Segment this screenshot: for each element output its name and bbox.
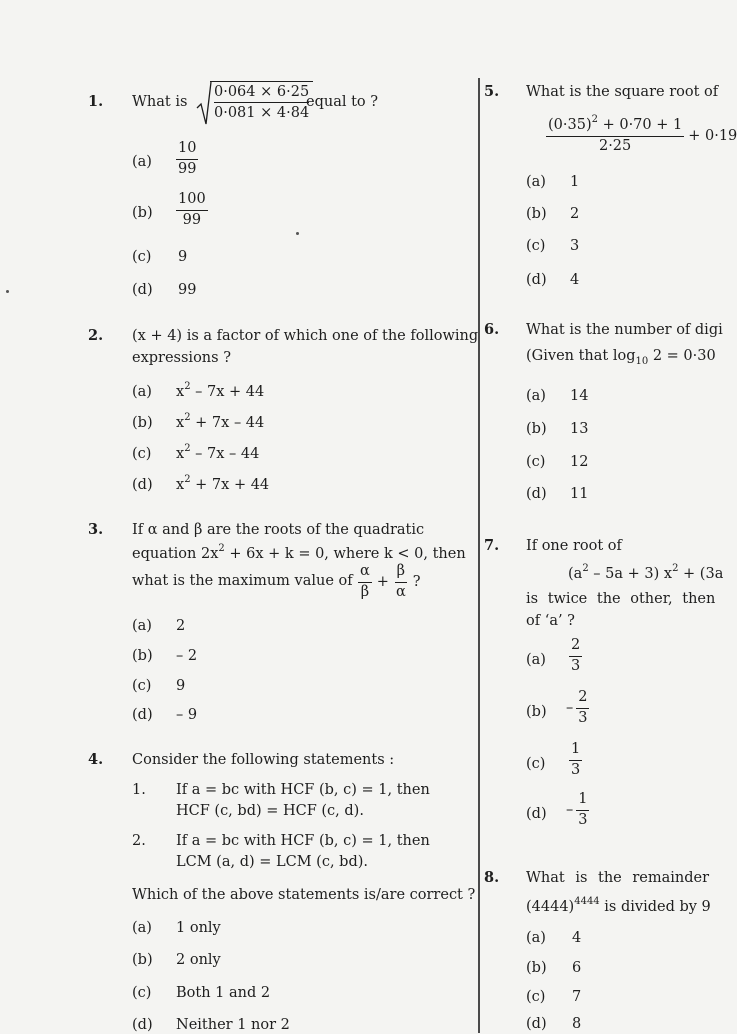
statement-1-line: If a = bc with HCF (b, c) = 1, then — [176, 782, 430, 798]
statement-1-line: HCF (c, bd) = HCF (c, d). — [176, 803, 364, 819]
fraction-numerator: 10 — [176, 141, 198, 160]
question-4-intro: Consider the following statements : — [132, 752, 395, 768]
question-4-ask: Which of the above statements is/are correct ? — [132, 887, 476, 903]
option-text: 1 — [570, 174, 580, 190]
question-6-line: What is the number of digi — [526, 322, 723, 338]
question-2-number: 2. — [88, 327, 104, 344]
option-label: (d) — [526, 1016, 547, 1032]
option-text: 12 — [570, 454, 589, 470]
scan-speck — [6, 290, 9, 293]
option-label: (b) — [132, 205, 153, 221]
option-text: 13 — [570, 421, 589, 437]
option-text: 9 — [176, 678, 186, 694]
option-label: (a) — [132, 618, 152, 634]
statement-number: 2. — [132, 833, 146, 849]
option-text: 99 — [178, 282, 197, 298]
question-2-line: expressions ? — [132, 350, 231, 366]
option-label: (b) — [526, 704, 547, 720]
question-3-number: 3. — [88, 521, 104, 538]
option-text: Neither 1 nor 2 — [176, 1017, 290, 1033]
statement-2-line: LCM (a, d) = LCM (c, bd). — [176, 854, 369, 870]
question-3-line: what is the maximum value of — [132, 573, 353, 589]
option-text: 1 only — [176, 920, 221, 936]
option-label: (d) — [132, 1017, 153, 1033]
option-text: 2 — [176, 618, 186, 634]
option-text: 3 — [570, 238, 580, 254]
option-label: (c) — [526, 756, 546, 772]
question-2-line: (x + 4) is a factor of which one of the following — [132, 328, 479, 344]
option-label: (a) — [132, 920, 152, 936]
option-text: 2 only — [176, 952, 221, 968]
option-label: (c) — [526, 454, 546, 470]
question-1-number: 1. — [88, 93, 104, 110]
option-label: (a) — [132, 384, 152, 400]
question-3-line: If α and β are the roots of the quadratic — [132, 522, 425, 538]
option-label: (d) — [132, 282, 153, 298]
option-label: (b) — [132, 415, 153, 431]
option-text: 4 — [572, 930, 582, 946]
option-text: 7 — [572, 989, 582, 1005]
question-8-line: What is the remainder — [526, 870, 710, 886]
option-label: (c) — [132, 249, 152, 265]
question-7-line: is twice the other, then — [526, 591, 716, 607]
option-text: – 9 — [176, 707, 198, 723]
option-text: 11 — [570, 486, 589, 502]
option-text: 4 — [570, 272, 580, 288]
question-5-expression: $\frac{(0\cdot 35)^2 + 0\cdot 70 + 1}{2\cdot 25}$ + 0·19 — [548, 114, 737, 154]
question-6-line: (Given that $\log_{10} 2 = 0\cdot 30$ — [526, 348, 716, 367]
option-text: 2 — [570, 206, 580, 222]
option-label: (a) — [526, 174, 546, 190]
option-c-fraction: $\frac{1}{3}$ — [571, 741, 581, 778]
option-label: (b) — [526, 421, 547, 437]
option-label: (b) — [526, 960, 547, 976]
option-label: (a) — [526, 930, 546, 946]
option-text: 9 — [178, 249, 188, 265]
option-expression: $x^2 - 7x - 44$ — [176, 443, 260, 462]
question-7-line: If one root of — [526, 538, 622, 554]
option-label: (a) — [526, 652, 546, 668]
radicand-numerator: 0·064 × 6·25 — [214, 84, 309, 103]
question-8-number: 8. — [484, 869, 500, 886]
option-label: (b) — [132, 648, 153, 664]
option-label: (c) — [132, 985, 152, 1001]
option-label: (c) — [526, 238, 546, 254]
question-5-line: What is the square root of — [526, 84, 719, 100]
option-expression: $x^2 - 7x + 44$ — [176, 381, 265, 400]
option-label: (c) — [132, 446, 152, 462]
option-label: (b) — [526, 206, 547, 222]
question-4-number: 4. — [88, 751, 104, 768]
question-7-expression: $(a^2 - 5a + 3) x^2 + (3a$ — [568, 563, 724, 582]
option-expression: $x^2 + 7x + 44$ — [176, 474, 270, 493]
option-label: (c) — [526, 989, 546, 1005]
question-3-line: equation $2x^2 + 6x + k = 0$, where k < 0, then — [132, 543, 466, 562]
option-label: (d) — [526, 806, 547, 822]
option-text: 6 — [572, 960, 582, 976]
option-label: (a) — [132, 154, 152, 170]
option-d-fraction: – $\frac{1}{3}$ — [566, 791, 588, 828]
question-8-line: $(4444)^{4444}$ is divided by 9 — [526, 896, 711, 915]
option-a-fraction — [176, 141, 198, 178]
option-label: (d) — [132, 477, 153, 493]
statement-number: 1. — [132, 782, 146, 798]
option-expression: $x^2 + 7x - 44$ — [176, 412, 265, 431]
question-1-lead: What is — [132, 94, 188, 110]
question-7-line: of ‘a’ ? — [526, 613, 575, 629]
option-b-fraction: – $\frac{2}{3}$ — [566, 689, 588, 726]
option-a-fraction: $\frac{2}{3}$ — [571, 637, 581, 674]
option-label: (a) — [526, 388, 546, 404]
question-1-tail: equal to ? — [306, 94, 379, 110]
question-7-number: 7. — [484, 537, 500, 554]
option-text: – 2 — [176, 648, 198, 664]
option-label: (b) — [132, 952, 153, 968]
option-text: 8 — [572, 1016, 582, 1032]
fraction-denominator: 99 — [182, 211, 202, 228]
statement-2-line: If a = bc with HCF (b, c) = 1, then — [176, 833, 430, 849]
option-text: 14 — [570, 388, 589, 404]
option-b-fraction — [176, 192, 208, 229]
column-divider — [478, 78, 480, 1033]
fraction-numerator: 100 — [176, 192, 208, 211]
option-label: (d) — [132, 707, 153, 723]
option-label: (d) — [526, 486, 547, 502]
scan-speck — [296, 232, 299, 235]
option-label: (c) — [132, 678, 152, 694]
radicand-denominator: 0·081 × 4·84 — [214, 104, 310, 121]
question-6-number: 6. — [484, 321, 500, 338]
option-text: Both 1 and 2 — [176, 985, 271, 1001]
question-1-radicand — [210, 81, 313, 121]
question-5-number: 5. — [484, 83, 500, 100]
option-label: (d) — [526, 272, 547, 288]
fraction-denominator: 99 — [178, 160, 197, 177]
question-3-expression: $\frac{\alpha}{\beta}$ + $\frac{\beta}{\alpha}$ ? — [360, 563, 421, 600]
